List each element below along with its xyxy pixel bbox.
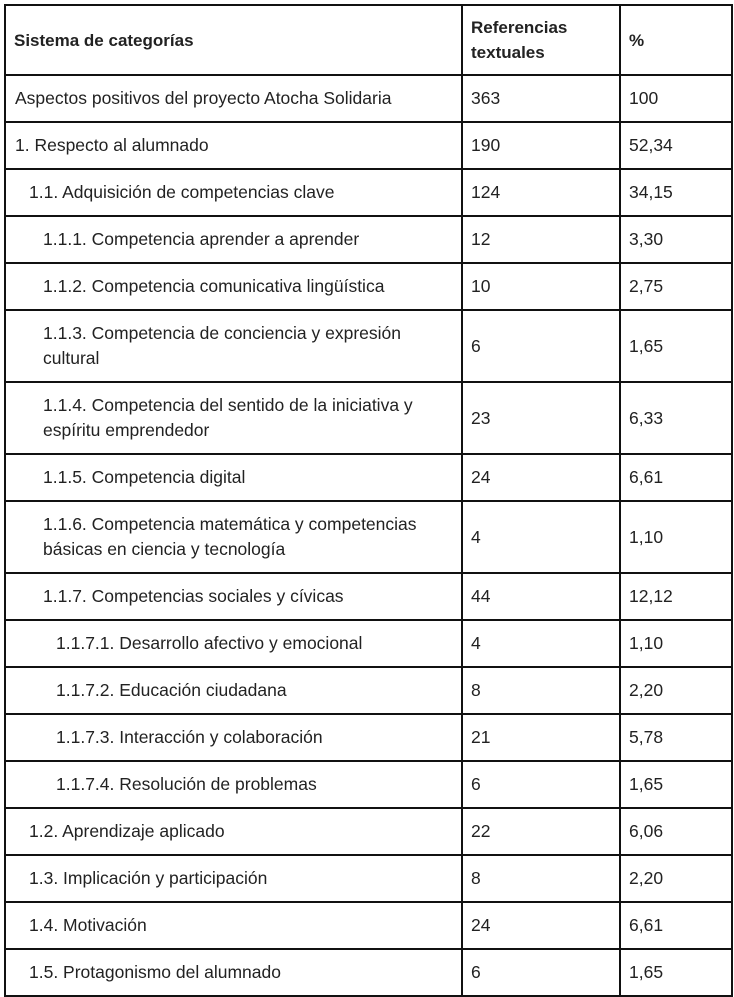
table-row [5, 382, 732, 454]
table-row [5, 454, 732, 501]
row-label: 1.1.7.2. Educación ciudadana [5, 667, 462, 714]
row-pct: 1,65 [620, 761, 732, 808]
table-row [5, 263, 732, 310]
header-refs: Referencias textuales [462, 5, 620, 75]
row-refs: 124 [462, 169, 620, 216]
row-refs: 12 [462, 216, 620, 263]
table-row [5, 949, 732, 996]
row-label: 1.3. Implicación y participación [5, 855, 462, 902]
row-label: 1.1.7.4. Resolución de problemas [5, 761, 462, 808]
row-refs: 363 [462, 75, 620, 122]
table-row [5, 855, 732, 902]
row-label: 1.5. Protagonismo del alumnado [5, 949, 462, 996]
row-label: 1.1.3. Competencia de conciencia y expresión cultural [5, 310, 462, 382]
row-pct: 6,61 [620, 454, 732, 501]
table-row [5, 573, 732, 620]
row-refs: 6 [462, 761, 620, 808]
table-row [5, 902, 732, 949]
row-label: 1.1.7. Competencias sociales y cívicas [5, 573, 462, 620]
row-pct: 5,78 [620, 714, 732, 761]
table-row [5, 216, 732, 263]
row-label: 1.1.7.3. Interacción y colaboración [5, 714, 462, 761]
row-label: Aspectos positivos del proyecto Atocha Solidaria [5, 75, 462, 122]
row-pct: 6,06 [620, 808, 732, 855]
row-pct: 2,20 [620, 667, 732, 714]
row-refs: 190 [462, 122, 620, 169]
table-row [5, 501, 732, 573]
table-row [5, 122, 732, 169]
row-label: 1.1.2. Competencia comunicativa lingüística [5, 263, 462, 310]
table-row [5, 761, 732, 808]
table-row [5, 169, 732, 216]
header-row [5, 5, 732, 75]
row-pct: 1,10 [620, 501, 732, 573]
row-pct: 6,61 [620, 902, 732, 949]
row-refs: 4 [462, 501, 620, 573]
row-pct: 1,65 [620, 310, 732, 382]
row-label: 1. Respecto al alumnado [5, 122, 462, 169]
row-pct: 2,75 [620, 263, 732, 310]
row-label: 1.1.1. Competencia aprender a aprender [5, 216, 462, 263]
row-refs: 8 [462, 855, 620, 902]
table-row [5, 620, 732, 667]
row-pct: 1,10 [620, 620, 732, 667]
row-pct: 6,33 [620, 382, 732, 454]
row-refs: 23 [462, 382, 620, 454]
row-refs: 22 [462, 808, 620, 855]
table-row [5, 75, 732, 122]
row-refs: 10 [462, 263, 620, 310]
header-category: Sistema de categorías [5, 5, 462, 75]
table-row [5, 310, 732, 382]
row-label: 1.2. Aprendizaje aplicado [5, 808, 462, 855]
row-refs: 21 [462, 714, 620, 761]
row-pct: 52,34 [620, 122, 732, 169]
row-pct: 3,30 [620, 216, 732, 263]
header-pct: % [620, 5, 732, 75]
row-pct: 100 [620, 75, 732, 122]
table-row [5, 667, 732, 714]
row-label: 1.1.5. Competencia digital [5, 454, 462, 501]
row-label: 1.4. Motivación [5, 902, 462, 949]
table-row [5, 808, 732, 855]
table-row [5, 714, 732, 761]
row-refs: 24 [462, 902, 620, 949]
row-pct: 12,12 [620, 573, 732, 620]
row-refs: 44 [462, 573, 620, 620]
row-refs: 8 [462, 667, 620, 714]
row-label: 1.1. Adquisición de competencias clave [5, 169, 462, 216]
row-label: 1.1.7.1. Desarrollo afectivo y emocional [5, 620, 462, 667]
row-label: 1.1.6. Competencia matemática y competencias básicas en ciencia y tecnología [5, 501, 462, 573]
row-label: 1.1.4. Competencia del sentido de la iniciativa y espíritu emprendedor [5, 382, 462, 454]
row-pct: 2,20 [620, 855, 732, 902]
row-refs: 6 [462, 949, 620, 996]
row-refs: 24 [462, 454, 620, 501]
categories-table [4, 4, 733, 997]
row-pct: 34,15 [620, 169, 732, 216]
row-refs: 6 [462, 310, 620, 382]
row-pct: 1,65 [620, 949, 732, 996]
row-refs: 4 [462, 620, 620, 667]
